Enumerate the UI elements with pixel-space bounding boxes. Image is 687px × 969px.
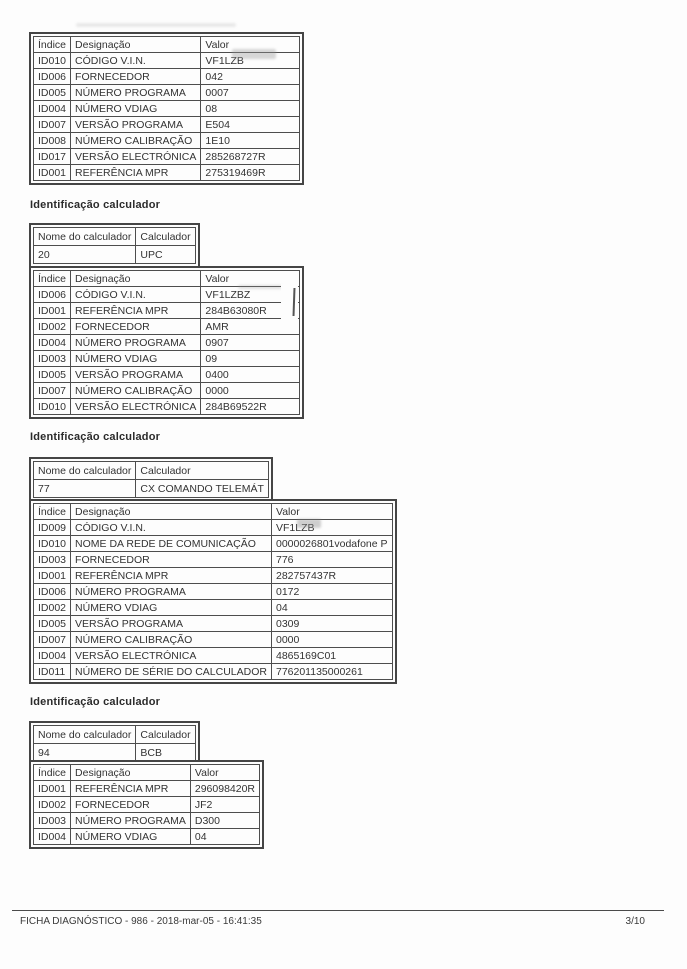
table-cell: FORNECEDOR (71, 319, 201, 335)
table-cell: REFERÊNCIA MPR (71, 781, 191, 797)
header-row (34, 228, 196, 246)
header-row (34, 726, 196, 744)
footer-page-number: 3/10 (625, 916, 645, 927)
header-cell: Nome do calculador (34, 228, 136, 246)
table-row (34, 351, 300, 367)
table-cell: 08 (201, 101, 300, 117)
table-cell: NÚMERO PROGRAMA (71, 335, 201, 351)
table-cell: NÚMERO DE SÉRIE DO CALCULADOR (71, 664, 272, 680)
table-cell: ID010 (34, 536, 71, 552)
table-cell: 20 (34, 246, 136, 264)
table-row (34, 797, 260, 813)
table-cell: ID011 (34, 664, 71, 680)
table-row (34, 664, 393, 680)
table-cell: ID003 (34, 552, 71, 568)
table-cell: 275319469R (201, 165, 300, 181)
table-cell: ID004 (34, 829, 71, 845)
header-row (34, 271, 300, 287)
table-cell: VERSÃO PROGRAMA (71, 367, 201, 383)
table-cell: CÓDIGO V.I.N. (71, 520, 272, 536)
table-cell: NÚMERO CALIBRAÇÃO (71, 133, 201, 149)
scan-smudge-top (76, 23, 236, 27)
table-cell: REFERÊNCIA MPR (71, 303, 201, 319)
table-cell: 0000026801vodafone P (271, 536, 392, 552)
header-cell: Nome do calculador (34, 462, 136, 480)
table-cell: NOME DA REDE DE COMUNICAÇÃO (71, 536, 272, 552)
table-row (34, 568, 393, 584)
table-cell: NÚMERO VDIAG (71, 600, 272, 616)
table-cell: ID004 (34, 335, 71, 351)
table-cell: FORNECEDOR (71, 552, 272, 568)
table-cell: ID001 (34, 303, 71, 319)
table-cell: 042 (201, 69, 300, 85)
table-cell: ID003 (34, 351, 71, 367)
table-cell: ID001 (34, 568, 71, 584)
header-row (34, 37, 300, 53)
table-row (34, 287, 300, 303)
table-cell: 04 (271, 600, 392, 616)
table-cell: VERSÃO ELECTRÓNICA (71, 149, 201, 165)
table-cell: AMR (201, 319, 300, 335)
table-row (34, 165, 300, 181)
table-cell: ID009 (34, 520, 71, 536)
table-cell: 0400 (201, 367, 300, 383)
table-cell: CÓDIGO V.I.N. (71, 53, 201, 69)
footer-divider (12, 910, 664, 911)
table-row (34, 399, 300, 415)
table-row (34, 101, 300, 117)
table-cell: 04 (190, 829, 259, 845)
table-cell: ID001 (34, 165, 71, 181)
header-cell: Calculador (136, 462, 269, 480)
table-row (34, 383, 300, 399)
table-cell: VERSÃO PROGRAMA (71, 117, 201, 133)
table-cell: NÚMERO CALIBRAÇÃO (71, 632, 272, 648)
table-row (34, 616, 393, 632)
header-row (34, 504, 393, 520)
table-cell: 0172 (271, 584, 392, 600)
table-row (34, 520, 393, 536)
table-cell: 0000 (271, 632, 392, 648)
table-cell: 0000 (201, 383, 300, 399)
table-cell: 776201135000261 (271, 664, 392, 680)
table-cell: ID006 (34, 69, 71, 85)
ecu-name-table-2 (29, 223, 200, 268)
header-cell: Valor (201, 271, 300, 287)
table-row (34, 319, 300, 335)
table-cell: NÚMERO PROGRAMA (71, 85, 201, 101)
table-cell: ID010 (34, 53, 71, 69)
table-cell: VERSÃO ELECTRÓNICA (71, 399, 201, 415)
header-cell: Valor (201, 37, 300, 53)
header-cell: Designação (71, 765, 191, 781)
table-cell: ID006 (34, 584, 71, 600)
table-cell: ID003 (34, 813, 71, 829)
table-cell: ID004 (34, 101, 71, 117)
table-cell: FORNECEDOR (71, 797, 191, 813)
table-cell: 09 (201, 351, 300, 367)
table-cell: 94 (34, 744, 136, 762)
table-cell: 776 (271, 552, 392, 568)
table-cell: UPC (136, 246, 195, 264)
table-cell: D300 (190, 813, 259, 829)
section-heading-3: Identificação calculador (30, 431, 161, 443)
header-cell: Calculador (136, 726, 195, 744)
header-cell: Valor (190, 765, 259, 781)
ecu-id-table-4 (29, 760, 264, 849)
header-cell: Designação (71, 271, 201, 287)
table-cell: ID001 (34, 781, 71, 797)
table-row (34, 552, 393, 568)
table-cell: ID005 (34, 367, 71, 383)
table-row (34, 536, 393, 552)
table-cell: VERSÃO PROGRAMA (71, 616, 272, 632)
table-cell: 284B69522R (201, 399, 300, 415)
table-cell: 282757437R (271, 568, 392, 584)
table-row (34, 584, 393, 600)
table-cell: ID004 (34, 648, 71, 664)
table-cell: NÚMERO PROGRAMA (71, 813, 191, 829)
table-cell: JF2 (190, 797, 259, 813)
table-cell: VERSÃO ELECTRÓNICA (71, 648, 272, 664)
table-row (34, 133, 300, 149)
table-cell: VF1LZBZ (201, 287, 300, 303)
table-cell: 284B63080R (201, 303, 300, 319)
ecu-id-table-3 (29, 499, 397, 684)
table-cell: 1E10 (201, 133, 300, 149)
header-cell: Valor (271, 504, 392, 520)
table-row (34, 744, 196, 762)
header-cell: Nome do calculador (34, 726, 136, 744)
header-row (34, 462, 269, 480)
table-cell: E504 (201, 117, 300, 133)
table-cell: CX COMANDO TELEMÁT (136, 480, 269, 498)
table-cell: 0907 (201, 335, 300, 351)
table-cell: VF1LZB (271, 520, 392, 536)
table-cell: ID017 (34, 149, 71, 165)
table-cell: BCB (136, 744, 195, 762)
table-row (34, 117, 300, 133)
table-cell: ID002 (34, 319, 71, 335)
header-cell: Índice (34, 504, 71, 520)
header-cell: Designação (71, 37, 201, 53)
table-cell: NÚMERO VDIAG (71, 101, 201, 117)
table-cell: FORNECEDOR (71, 69, 201, 85)
header-cell: Índice (34, 271, 71, 287)
table-row (34, 367, 300, 383)
table-cell: ID002 (34, 797, 71, 813)
table-cell: VF1LZB (201, 53, 300, 69)
table-row (34, 600, 393, 616)
table-row (34, 781, 260, 797)
table-row (34, 813, 260, 829)
table-cell: NÚMERO VDIAG (71, 351, 201, 367)
table-cell: CÓDIGO V.I.N. (71, 287, 201, 303)
table-row (34, 149, 300, 165)
table-cell: ID006 (34, 287, 71, 303)
table-row (34, 480, 269, 498)
table-cell: ID005 (34, 85, 71, 101)
table-cell: 296098420R (190, 781, 259, 797)
table-row (34, 648, 393, 664)
ecu-id-table-2 (29, 266, 304, 419)
header-cell: Índice (34, 37, 71, 53)
section-heading-2: Identificação calculador (30, 199, 161, 211)
header-cell: Calculador (136, 228, 195, 246)
table-row (34, 69, 300, 85)
table-cell: 0007 (201, 85, 300, 101)
table-cell: ID007 (34, 632, 71, 648)
table-cell: REFERÊNCIA MPR (71, 568, 272, 584)
ecu-id-table-1 (29, 32, 304, 185)
table-cell: ID010 (34, 399, 71, 415)
table-cell: 285268727R (201, 149, 300, 165)
table-row (34, 246, 196, 264)
table-cell: NÚMERO CALIBRAÇÃO (71, 383, 201, 399)
header-cell: Índice (34, 765, 71, 781)
table-row (34, 303, 300, 319)
footer-document-info: FICHA DIAGNÓSTICO - 986 - 2018-mar-05 - 16:41:35 (20, 916, 262, 927)
table-cell: 77 (34, 480, 136, 498)
ecu-name-table-3 (29, 457, 273, 502)
table-cell: ID008 (34, 133, 71, 149)
table-cell: ID005 (34, 616, 71, 632)
table-cell: ID007 (34, 117, 71, 133)
table-row (34, 53, 300, 69)
table-cell: ID007 (34, 383, 71, 399)
table-cell: NÚMERO PROGRAMA (71, 584, 272, 600)
table-cell: 0309 (271, 616, 392, 632)
header-row (34, 765, 260, 781)
header-cell: Designação (71, 504, 272, 520)
table-cell: NÚMERO VDIAG (71, 829, 191, 845)
table-cell: ID002 (34, 600, 71, 616)
table-cell: 4865169C01 (271, 648, 392, 664)
table-cell: REFERÊNCIA MPR (71, 165, 201, 181)
table-row (34, 335, 300, 351)
table-row (34, 829, 260, 845)
table-row (34, 85, 300, 101)
section-heading-4: Identificação calculador (30, 696, 161, 708)
table-row (34, 632, 393, 648)
